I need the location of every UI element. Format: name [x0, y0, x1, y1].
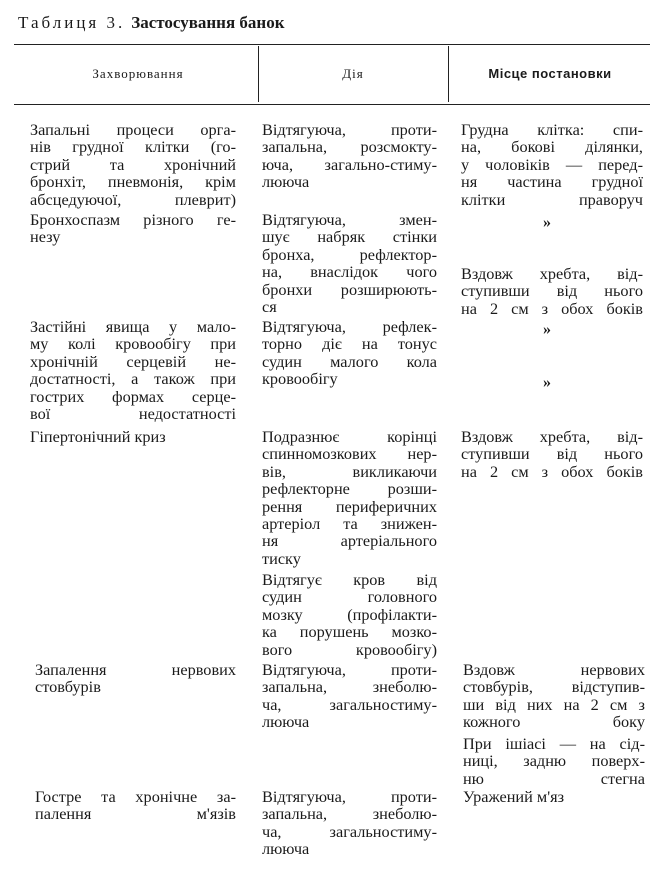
row-3-action: Відтягуюча, рефлек- торно діє на тонус судин малого кола кровообігу — [262, 317, 437, 389]
row-6-place: Уражений м'яз — [463, 787, 565, 806]
row-2-action: Відтягуюча, змен- шує набряк стінки бронха, рефлектор- на, внаслідок чого бронхи розширюють- ся — [262, 210, 437, 317]
row-6-action: Відтягуюча, проти- запальна, знеболю- ча, загальностиму- лююча — [262, 787, 437, 859]
row-4-action: Подразнює корінці спинномозкових нер- вів, викликаючи рефлекторне розши- рення периферичних артеріол та знижен- ня артеріального тиску — [262, 427, 437, 568]
row-5-place: Вздовж нервових стовбурів, відступив- ши від них на 2 см з кожного боку — [463, 660, 645, 732]
header-action: Дія — [342, 66, 364, 81]
header-disease: Захворювання — [92, 66, 184, 81]
table-caption — [18, 13, 285, 33]
row-4-place: Вздовж хребта, від- ступивши від нього на 2 см з обох боків — [461, 427, 643, 481]
header-divider-2 — [448, 46, 449, 102]
row-1-disease: Запальні процеси орга- нів грудної клітки (го- стрий та хронічний бронхіт, пневмонія, крім абсцедуючої, плеврит) — [30, 120, 236, 209]
row-4-action-2: Відтягує кров від судин головного мозку (профілакти- ка порушень мозко- вого кровообігу) — [262, 570, 437, 659]
header-bottom-rule — [14, 104, 650, 105]
header-divider-1 — [258, 46, 259, 102]
row-2-disease: Бронхоспазм різного ге- незу — [30, 210, 236, 247]
header-place: Місце постановки — [488, 66, 612, 81]
row-3-disease: Застійні явища у мало- му колі кровообігу при хронічній серцевій не- достатності, а також при гострих формах серце- вої недостатності — [30, 317, 236, 424]
row-1-action: Відтягуюча, проти- запальна, розсмокту- юча, загально-стиму- лююча — [262, 120, 437, 192]
row-4-disease: Гіпертонічний криз — [30, 427, 166, 446]
row-5-place-2: При ішіасі — на сід- ниці, задню поверх- ню стегна — [463, 734, 645, 788]
row-5-disease: Запалення нервових стовбурів — [35, 660, 236, 697]
row-2-place-ditto: » — [543, 214, 551, 231]
row-2b-place: Вздовж хребта, від- ступивши від нього на 2 см з обох боків — [461, 264, 643, 318]
table-number: Таблиця 3. — [18, 13, 126, 32]
table-title: Застосування банок — [131, 13, 285, 32]
row-3-place-ditto-1: » — [543, 321, 551, 338]
row-5-action: Відтягуюча, проти- запальна, знеболю- ча, загальностиму- лююча — [262, 660, 437, 732]
header-top-rule — [14, 44, 650, 45]
row-1-place: Грудна клітка: спи- на, бокові ділянки, у чоловіків — перед- ня частина грудної клітки праворуч — [461, 120, 643, 209]
row-6-disease: Гостре та хронічне за- палення м'язів — [35, 787, 236, 824]
row-3-place-ditto-2: » — [543, 374, 551, 391]
